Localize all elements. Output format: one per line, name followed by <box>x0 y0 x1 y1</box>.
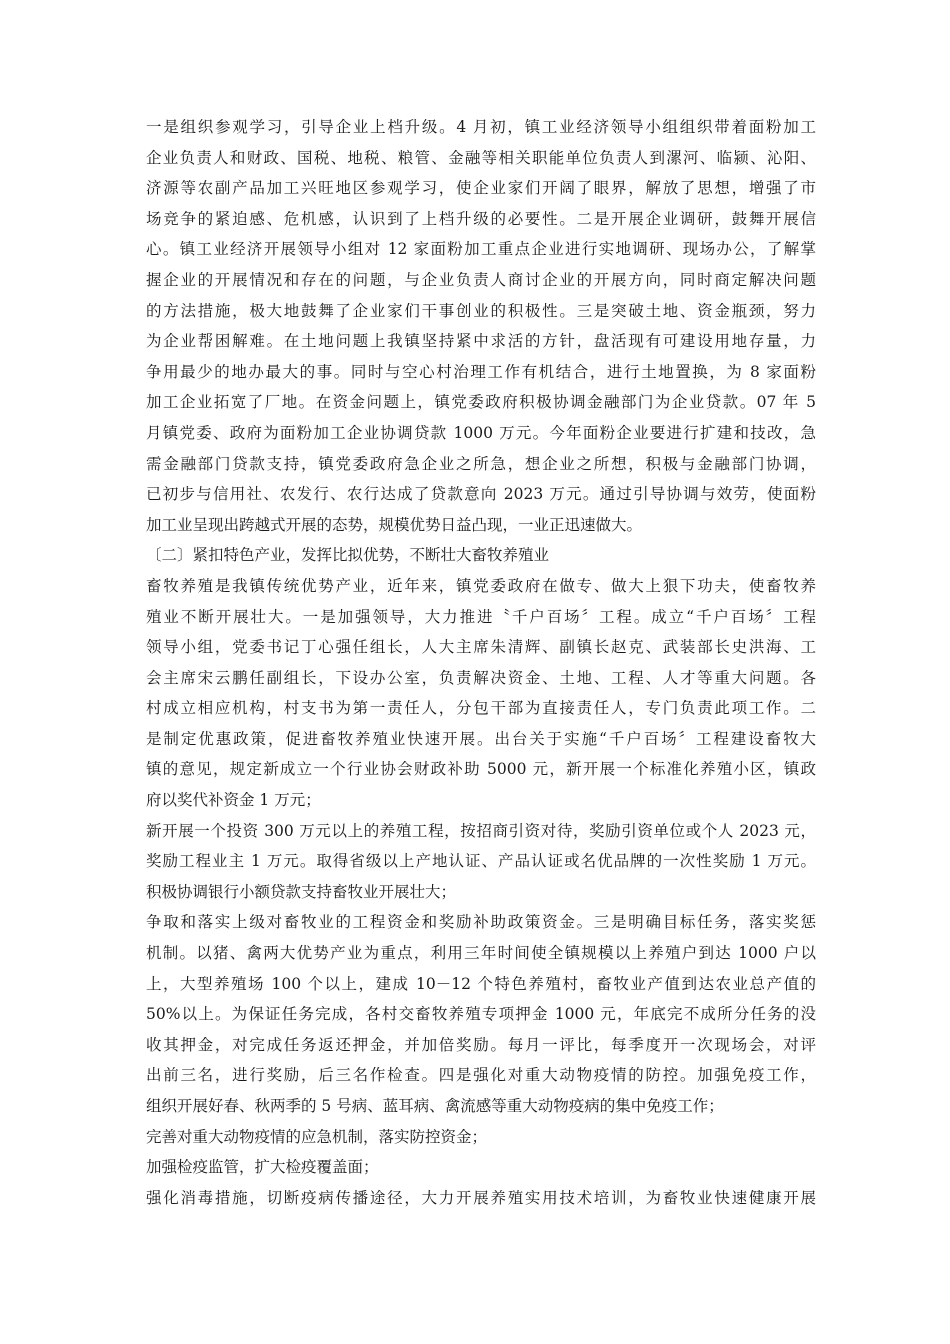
text-line: 加工业呈现出跨越式开展的态势，规模优势日益凸现，一业正迅速做大。 <box>146 515 643 534</box>
text-line: 上，大型养殖场 100 个以上，建成 10－12 个特色养殖村，畜牧业产值到达农业总产值的 <box>146 974 816 993</box>
text-line: 机制。以猪、禽两大优势产业为重点，利用三年时间使全镇规模以上养殖户到达 1000 户以 <box>146 944 816 963</box>
text-line: 的方法措施，极大地鼓舞了企业家们干事创业的积极性。三是突破土地、资金瓶颈，努力 <box>146 301 816 320</box>
text-line: 组织开展好春、秋两季的 5 号病、蓝耳病、禽流感等重大动物疫病的集中免疫工作； <box>146 1097 724 1115</box>
text-line: 会主席宋云鹏任副组长，下设办公室，负责解决资金、土地、工程、人才等重大问题。各 <box>146 668 816 687</box>
document-body <box>146 112 816 1213</box>
text-line: 强化消毒措施，切断疫病传播途径，大力开展养殖实用技术培训，为畜牧业快速健康开展 <box>146 1188 816 1207</box>
text-line: 出前三名，进行奖励，后三名作检查。四是强化对重大动物疫情的防控。加强免疫工作， <box>146 1066 816 1085</box>
text-line: 殖业不断开展壮大。一是加强领导，大力推进〝千户百场〞工程。成立“千户百场〞工程 <box>146 607 816 626</box>
text-line: 奖励工程业主 1 万元。取得省级以上产地认证、产品认证或名优品牌的一次性奖励 1 万元。 <box>146 852 816 871</box>
text-line: 济源等农副产品加工兴旺地区参观学习，使企业家们开阔了眼界，解放了思想，增强了市 <box>146 179 816 198</box>
text-line: 握企业的开展情况和存在的问题，与企业负责人商讨企业的开展方向，同时商定解决问题 <box>146 270 816 289</box>
text-line: 〔二〕紧扣特色产业，发挥比拟优势，不断壮大畜牧养殖业 <box>146 546 550 565</box>
text-line: 已初步与信用社、农发行、农行达成了贷款意向 2023 万元。通过引导协调与效劳，使面粉 <box>146 485 816 504</box>
text-line: 月镇党委、政府为面粉加工企业协调贷款 1000 万元。今年面粉企业要进行扩建和技改，急 <box>146 423 816 442</box>
text-line: 企业负责人和财政、国税、地税、粮管、金融等相关职能单位负责人到漯河、临颍、沁阳、 <box>146 148 816 167</box>
text-line: 场竞争的紧迫感、危机感，认识到了上档升级的必要性。二是开展企业调研，鼓舞开展信 <box>146 209 816 228</box>
text-line: 府以奖代补资金 1 万元； <box>146 791 321 810</box>
text-line: 心。镇工业经济开展领导小组对 12 家面粉加工重点企业进行实地调研、现场办公，了解掌 <box>146 240 816 259</box>
text-line: 争用最少的地办最大的事。同时与空心村治理工作有机结合，进行土地置换，为 8 家面粉 <box>146 362 816 381</box>
text-line: 一是组织参观学习，引导企业上档升级。4 月初，镇工业经济领导小组组织带着面粉加工 <box>146 118 816 136</box>
text-line: 积极协调银行小额贷款支持畜牧业开展壮大； <box>146 882 457 901</box>
text-line: 为企业帮困解难。在土地问题上我镇坚持紧中求活的方针，盘活现有可建设用地存量，力 <box>146 332 816 351</box>
text-line: 新开展一个投资 300 万元以上的养殖工程，按招商引资对待，奖励引资单位或个人 2023 元， <box>146 821 816 840</box>
text-line: 村成立相应机构，村支书为第一责任人，分包干部为直接责任人，专门负责此项工作。二 <box>146 699 816 718</box>
text-line: 加强检疫监管，扩大检疫覆盖面； <box>146 1158 379 1177</box>
text-line: 完善对重大动物疫情的应急机制，落实防控资金； <box>146 1127 488 1146</box>
text-line: 需金融部门贷款支持，镇党委政府急企业之所急，想企业之所想，积极与金融部门协调， <box>146 454 816 473</box>
text-line: 加工企业拓宽了厂地。在资金问题上，镇党委政府积极协调金融部门为企业贷款。07 年 5 <box>146 393 816 412</box>
text-line: 畜牧养殖是我镇传统优势产业，近年来，镇党委政府在做专、做大上狠下功夫，使畜牧养 <box>146 576 816 595</box>
text-line: 50%以上。为保证任务完成，各村交畜牧养殖专项押金 1000 元，年底完不成所分任务的没 <box>146 1005 816 1024</box>
text-line: 收其押金，对完成任务返还押金，并加倍奖励。每月一评比，每季度开一次现场会，对评 <box>146 1035 816 1054</box>
text-line: 镇的意见，规定新成立一个行业协会财政补助 5000 元，新开展一个标准化养殖小区，镇政 <box>146 760 816 779</box>
text-line: 争取和落实上级对畜牧业的工程资金和奖励补助政策资金。三是明确目标任务，落实奖惩 <box>146 913 816 932</box>
text-line: 领导小组，党委书记丁心强任组长，人大主席朱清辉、副镇长赵克、武装部长史洪海、工 <box>146 638 816 657</box>
text-line: 是制定优惠政策，促进畜牧养殖业快速开展。出台关于实施“千户百场〞工程建设畜牧大 <box>146 729 816 748</box>
